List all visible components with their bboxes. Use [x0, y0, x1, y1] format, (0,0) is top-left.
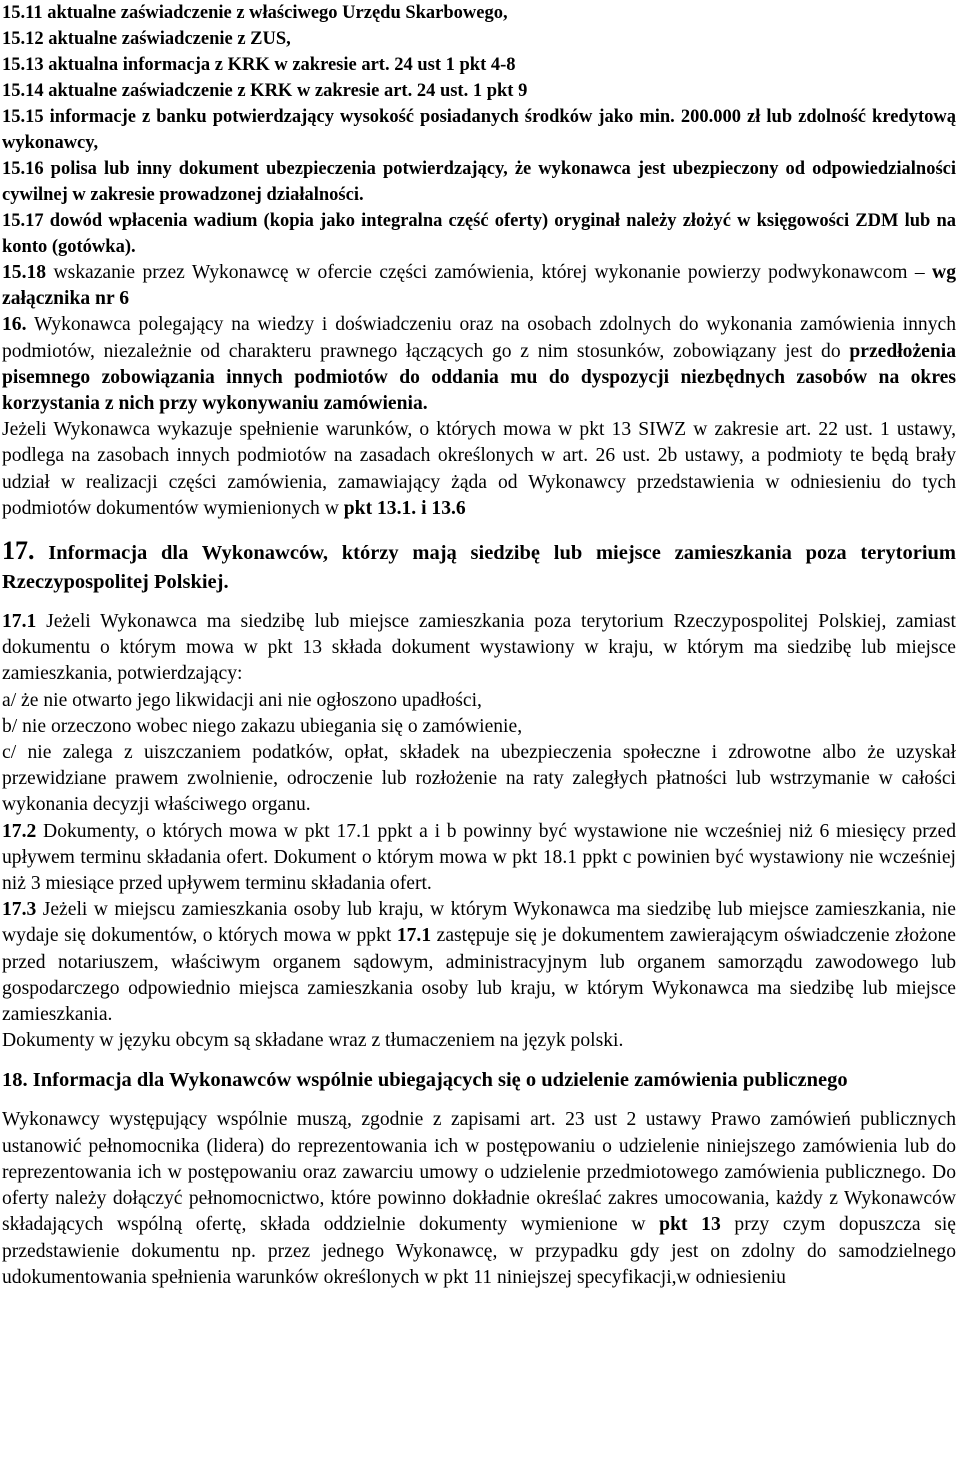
item-15-14: 15.14 aktualne zaświadczenie z KRK w zakresie art. 24 ust. 1 pkt 9: [2, 81, 528, 101]
item-15-18-number: 15.18: [2, 262, 47, 283]
spacer: [2, 522, 956, 536]
section-16-bold-text: przedłożenia pisemnego zobowiązania innych podmiotów do oddania mu do dyspozycji niezbędnych zasobów na okres korzystania z nich przy wykonywaniu zamówienia.: [2, 340, 956, 415]
item-15-17: 15.17 dowód wpłacenia wadium (kopia jako integralna część oferty) oryginał należy złożyć w księgowości ZDM lub na konto (gotówka).: [2, 211, 956, 257]
section-17-1-number: 17.1: [2, 611, 37, 633]
spacer: [2, 1054, 956, 1066]
section-17-3-text: Jeżeli w miejscu zamieszkania osoby lub kraju, w którym Wykonawca ma siedzibę lub miejsce zamieszkania, nie wydaje się dokumentów, o których mowa w ppkt: [2, 899, 956, 947]
section-17-3-ref: 17.1: [396, 925, 432, 947]
item-15-18-annex: wg załącznika nr 6: [2, 262, 956, 310]
item-15-13: 15.13 aktualna informacja z KRK w zakresie art. 24 ust 1 pkt 4-8: [2, 55, 516, 75]
section-17-2-number: 17.2: [2, 820, 37, 842]
section-17-1: [2, 609, 956, 688]
section-18-text-cont: przy czym dopuszcza się przedstawienie dokumentu np. przez jednego Wykonawcę, w przypadku gdy jest on zdolny do samodzielnego udokumentowania spełnienia warunków określonych w pkt 11 niniejszej specyfikacji,w odniesieniu: [2, 1214, 956, 1288]
section-18-text: Wykonawcy występujący wspólnie muszą, zgodnie z zapisami art. 23 ust 2 ustawy Prawo zamówień publicznych ustanowić pełnomocnika (lidera) do reprezentowania ich w postępowaniu o udzielenie niniejszego zamówienia lub do reprezentowania ich w postępowaniu oraz zawarciu umowy o udzielenie przedmiotowego zamówienia publicznego. Do oferty należy dołączyć pełnomocnictwo, które powinno dokładnie określać zakres umocowania, każdy z Wykonawców składających wspólną ofertę, składa oddzielnie dokumenty wymienione w: [2, 1109, 956, 1236]
section-16-paragraph: [2, 312, 956, 417]
item-15-18-text: wskazanie przez Wykonawcę w ofercie części zamówienia, której wykonanie powierzy podwykonawcom –: [46, 262, 933, 283]
section-17-2: [2, 819, 956, 898]
section-16-condition-ref: pkt 13.1. i 13.6: [343, 497, 466, 519]
section-17-number: 17.: [2, 536, 35, 566]
item-15-11: 15.11 aktualne zaświadczenie z właściwego Urzędu Skarbowego,: [2, 3, 508, 23]
section-16-condition: [2, 417, 956, 522]
document-page: [2, 0, 956, 1291]
section-18-paragraph: [2, 1107, 956, 1290]
section-17-heading: [2, 536, 956, 597]
section-18-ref: pkt 13: [659, 1214, 721, 1236]
section-17-3-text-cont: zastępuje się je dokumentem zawierającym oświadczenie złożone przed notariuszem, właściwym organem sądowym, administracyjnym lub organem samorządu zawodowego lub gospodarczego odpowiednio miejsca zamieszkania osoby lub kraju, w którym Wykonawca ma siedzibę lub miejsce zamieszkania.: [2, 925, 956, 1026]
section-17-1-c: c/ nie zalega z uiszczaniem podatków, opłat, składek na ubezpieczenia społeczne i zdrowotne albo że uzyskał przewidziane prawem zwolnienie, odroczenie lub rozłożenie na raty zaległych płatności lub wstrzymanie w całości wykonania decyzji właściwego organu.: [2, 742, 956, 816]
section-16-number: 16.: [2, 314, 27, 336]
item-15-16: 15.16 polisa lub inny dokument ubezpieczenia potwierdzający, że wykonawca jest ubezpieczony od odpowiedzialności cywilnej w zakresie prowadzonej działalności.: [2, 159, 956, 205]
section-17-1-b: b/ nie orzeczono wobec niego zakazu ubiegania się o zamówienie,: [2, 715, 523, 737]
section-17-title: Informacja dla Wykonawców, którzy mają siedzibę lub miejsce zamieszkania poza terytorium Rzeczypospolitej Polskiej.: [2, 542, 956, 594]
section-17-3-language: Dokumenty w języku obcym są składane wraz z tłumaczeniem na język polski.: [2, 1030, 624, 1052]
section-16-text: Wykonawca polegający na wiedzy i doświadczeniu oraz na osobach zdolnych do wykonania zamówienia innych podmiotów, niezależnie od charakteru prawnego łączących go z nim stosunków, zobowiązany jest do: [2, 314, 956, 362]
item-15-12: 15.12 aktualne zaświadczenie z ZUS,: [2, 29, 291, 49]
section-16-condition-text: Jeżeli Wykonawca wykazuje spełnienie warunków, o których mowa w pkt 13 SIWZ w zakresie art. 22 ust. 1 ustawy, podlega na zasobach innych podmiotów na zasadach określonych w art. 26 ust. 2b ustawy, a podmioty te będą brały udział w realizacji części zamówienia, zamawiający żąda od Wykonawcy przedstawienia w odniesieniu do tych podmiotów dokumentów wymienionych w: [2, 419, 956, 519]
section-18-heading: 18. Informacja dla Wykonawców wspólnie ubiegających się o udzielenie zamówienia publicznego: [2, 1069, 848, 1092]
item-15-15: 15.15 informacje z banku potwierdzający wysokość posiadanych środków jako min. 200.000 zł lub zdolność kredytową wykonawcy,: [2, 107, 956, 153]
section-17-2-text: Dokumenty, o których mowa w pkt 17.1 ppkt a i b powinny być wystawione nie wcześniej niż 6 miesięcy przed upływem terminu składania ofert. Dokument o którym mowa w pkt 18.1 ppkt c powinien być wystawiony nie wcześniej niż 3 miesiące przed upływem terminu składania ofert.: [2, 820, 956, 895]
spacer: [2, 1095, 956, 1107]
spacer: [2, 597, 956, 609]
section-17-1-a: a/ że nie otwarto jego likwidacji ani nie ogłoszono upadłości,: [2, 689, 482, 711]
section-17-1-text: Jeżeli Wykonawca ma siedzibę lub miejsce zamieszkania poza terytorium Rzeczypospolitej Polskiej, zamiast dokumentu o którym mowa w pkt 13 składa dokument wystawiony w kraju, w którym ma siedzibę lub miejsce zamieszkania, potwierdzający:: [2, 611, 956, 685]
section-17-3: [2, 897, 956, 1028]
item-15-18: [2, 260, 956, 312]
section-17-3-number: 17.3: [2, 899, 37, 921]
